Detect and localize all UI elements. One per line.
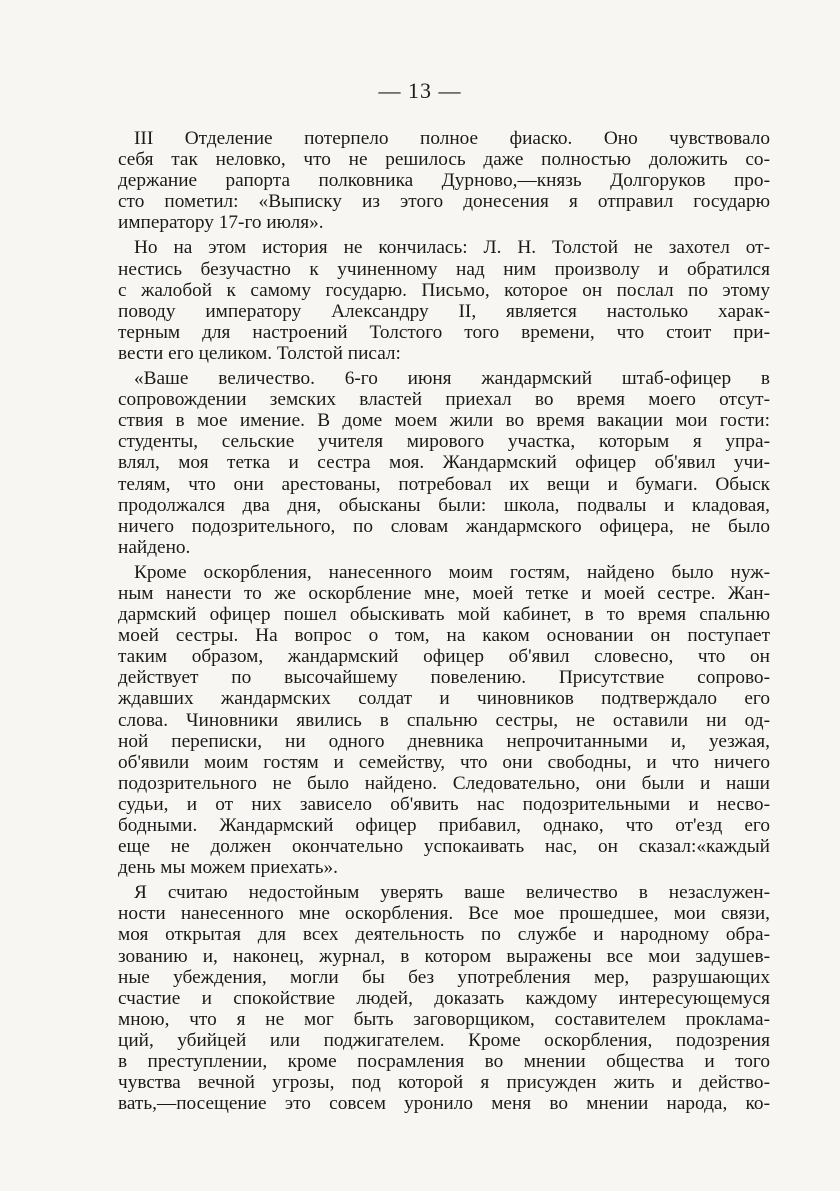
text-line: найдено. (118, 536, 191, 558)
text-line: телям, что они арестованы, потребовал их вещи и бумаги. Обыск (118, 473, 770, 495)
text-line: подозрительного не было найдено. Следовательно, они были и наши (118, 772, 770, 794)
text-line: судьи, и от них зависело об'явить нас подозрительными и несво- (118, 793, 770, 815)
text-line: день мы можем приехать». (118, 857, 338, 879)
text-line: Я считаю недостойным уверять ваше величество в незаслужен- (134, 882, 770, 904)
text-line: ным нанести то же оскорбление мне, моей тетке и моей сестре. Жан- (118, 582, 770, 604)
text-line: императору 17-го июля». (118, 212, 324, 234)
text-line: Кроме оскорбления, нанесенного моим гостям, найдено было нуж- (134, 561, 770, 583)
text-line: действует по высочайшему повелению. Присутствие сопрово- (118, 667, 770, 689)
paragraph (118, 368, 770, 558)
text-line: еще не должен окончательно успокаивать нас, он сказал:«каждый (118, 836, 770, 858)
text-line: ные убеждения, могли бы без употребления мер, разрушающих (118, 966, 770, 988)
paragraph (118, 562, 770, 878)
body-text (118, 128, 770, 1114)
page-number: — 13 — (378, 78, 462, 103)
text-line: нестись безучастно к учиненному над ним произволу и обратился (118, 258, 770, 280)
text-line: ничего подозрительного, по словам жандармского офицера, не было (118, 515, 770, 537)
text-line: ности нанесенного мне оскорбления. Все мое прошедшее, мои связи, (118, 903, 770, 925)
text-line: продолжался два дня, обысканы были: школа, подвалы и кладовая, (118, 494, 770, 516)
text-line: себя так неловко, что не решилось даже полностью доложить со- (118, 149, 770, 171)
text-line: слова. Чиновники явились в спальню сестры, не оставили ни од- (118, 709, 770, 731)
text-line: сто пометил: «Выписку из этого донесения я отправил государю (118, 191, 770, 213)
paragraph (118, 882, 770, 1114)
text-line: мною, что я не мог быть заговорщиком, составителем прокламa- (118, 1008, 770, 1030)
text-line: в преступлении, кроме посрамления во мнении общества и того (118, 1051, 770, 1073)
text-line: моя открытая для всех деятельность по службе и народному обра- (118, 924, 770, 946)
text-line: держание рапорта полковника Дурново,—князь Долгоруков про- (118, 170, 770, 192)
text-line: зованию и, наконец, журнал, в котором выражены все мои задушев- (118, 945, 770, 967)
text-line: ждавших жандармских солдат и чиновников подтверждало его (118, 688, 770, 710)
text-line: студенты, сельские учителя мирового участка, которым я упра- (118, 431, 770, 453)
text-line: моей сестры. На вопрос о том, на каком основании он поступает (118, 625, 770, 647)
text-line: III Отделение потерпело полное фиаско. Оно чувствовало (134, 128, 770, 149)
text-line: вать,—посещение это совсем уронило меня во мнении народа, ко- (118, 1093, 770, 1115)
text-line: вести его целиком. Толстой писал: (118, 342, 401, 364)
text-line: ций, убийцей или поджигателем. Кроме оскорбления, подозрения (118, 1029, 770, 1051)
text-line: счастие и спокойствие людей, доказать каждому интересующемуся (118, 987, 770, 1009)
text-line: дармский офицер пошел обыскивать мой кабинет, в то время спальню (118, 604, 770, 626)
text-line: «Ваше величество. 6-го июня жандармский штаб-офицер в (134, 368, 770, 390)
text-line: ствия в мое имение. В доме моем жили во время вакации мои гости: (118, 410, 770, 432)
text-line: Но на этом история не кончилась: Л. Н. Толстой не захотел от- (134, 237, 770, 259)
text-line: ной переписки, ни одного дневника непрочитанными и, уезжая, (118, 730, 770, 752)
text-line: поводу императору Александру II, является настолько харак- (118, 300, 770, 322)
text-line: чувства вечной угрозы, под которой я присужден жить и действо- (118, 1072, 770, 1094)
paragraph (118, 128, 770, 233)
text-line: бодными. Жандармский офицер прибавил, однако, что от'езд его (118, 815, 770, 836)
text-line: об'явили моим гостям и семейству, что они свободны, и что ничего (118, 751, 770, 773)
text-line: терным для настроений Толстого того времени, что стоит при- (118, 321, 770, 343)
text-line: таким образом, жандармский офицер об'явил словесно, что он (118, 646, 770, 668)
text-line: с жалобой к самому государю. Письмо, которое он послал по этому (118, 279, 770, 301)
paragraph (118, 237, 770, 364)
text-line: влял, моя тетка и сестра моя. Жандармский офицер об'явил учи- (118, 452, 770, 474)
text-line: сопровождении земских властей приехал во время моего отсут- (118, 389, 770, 411)
